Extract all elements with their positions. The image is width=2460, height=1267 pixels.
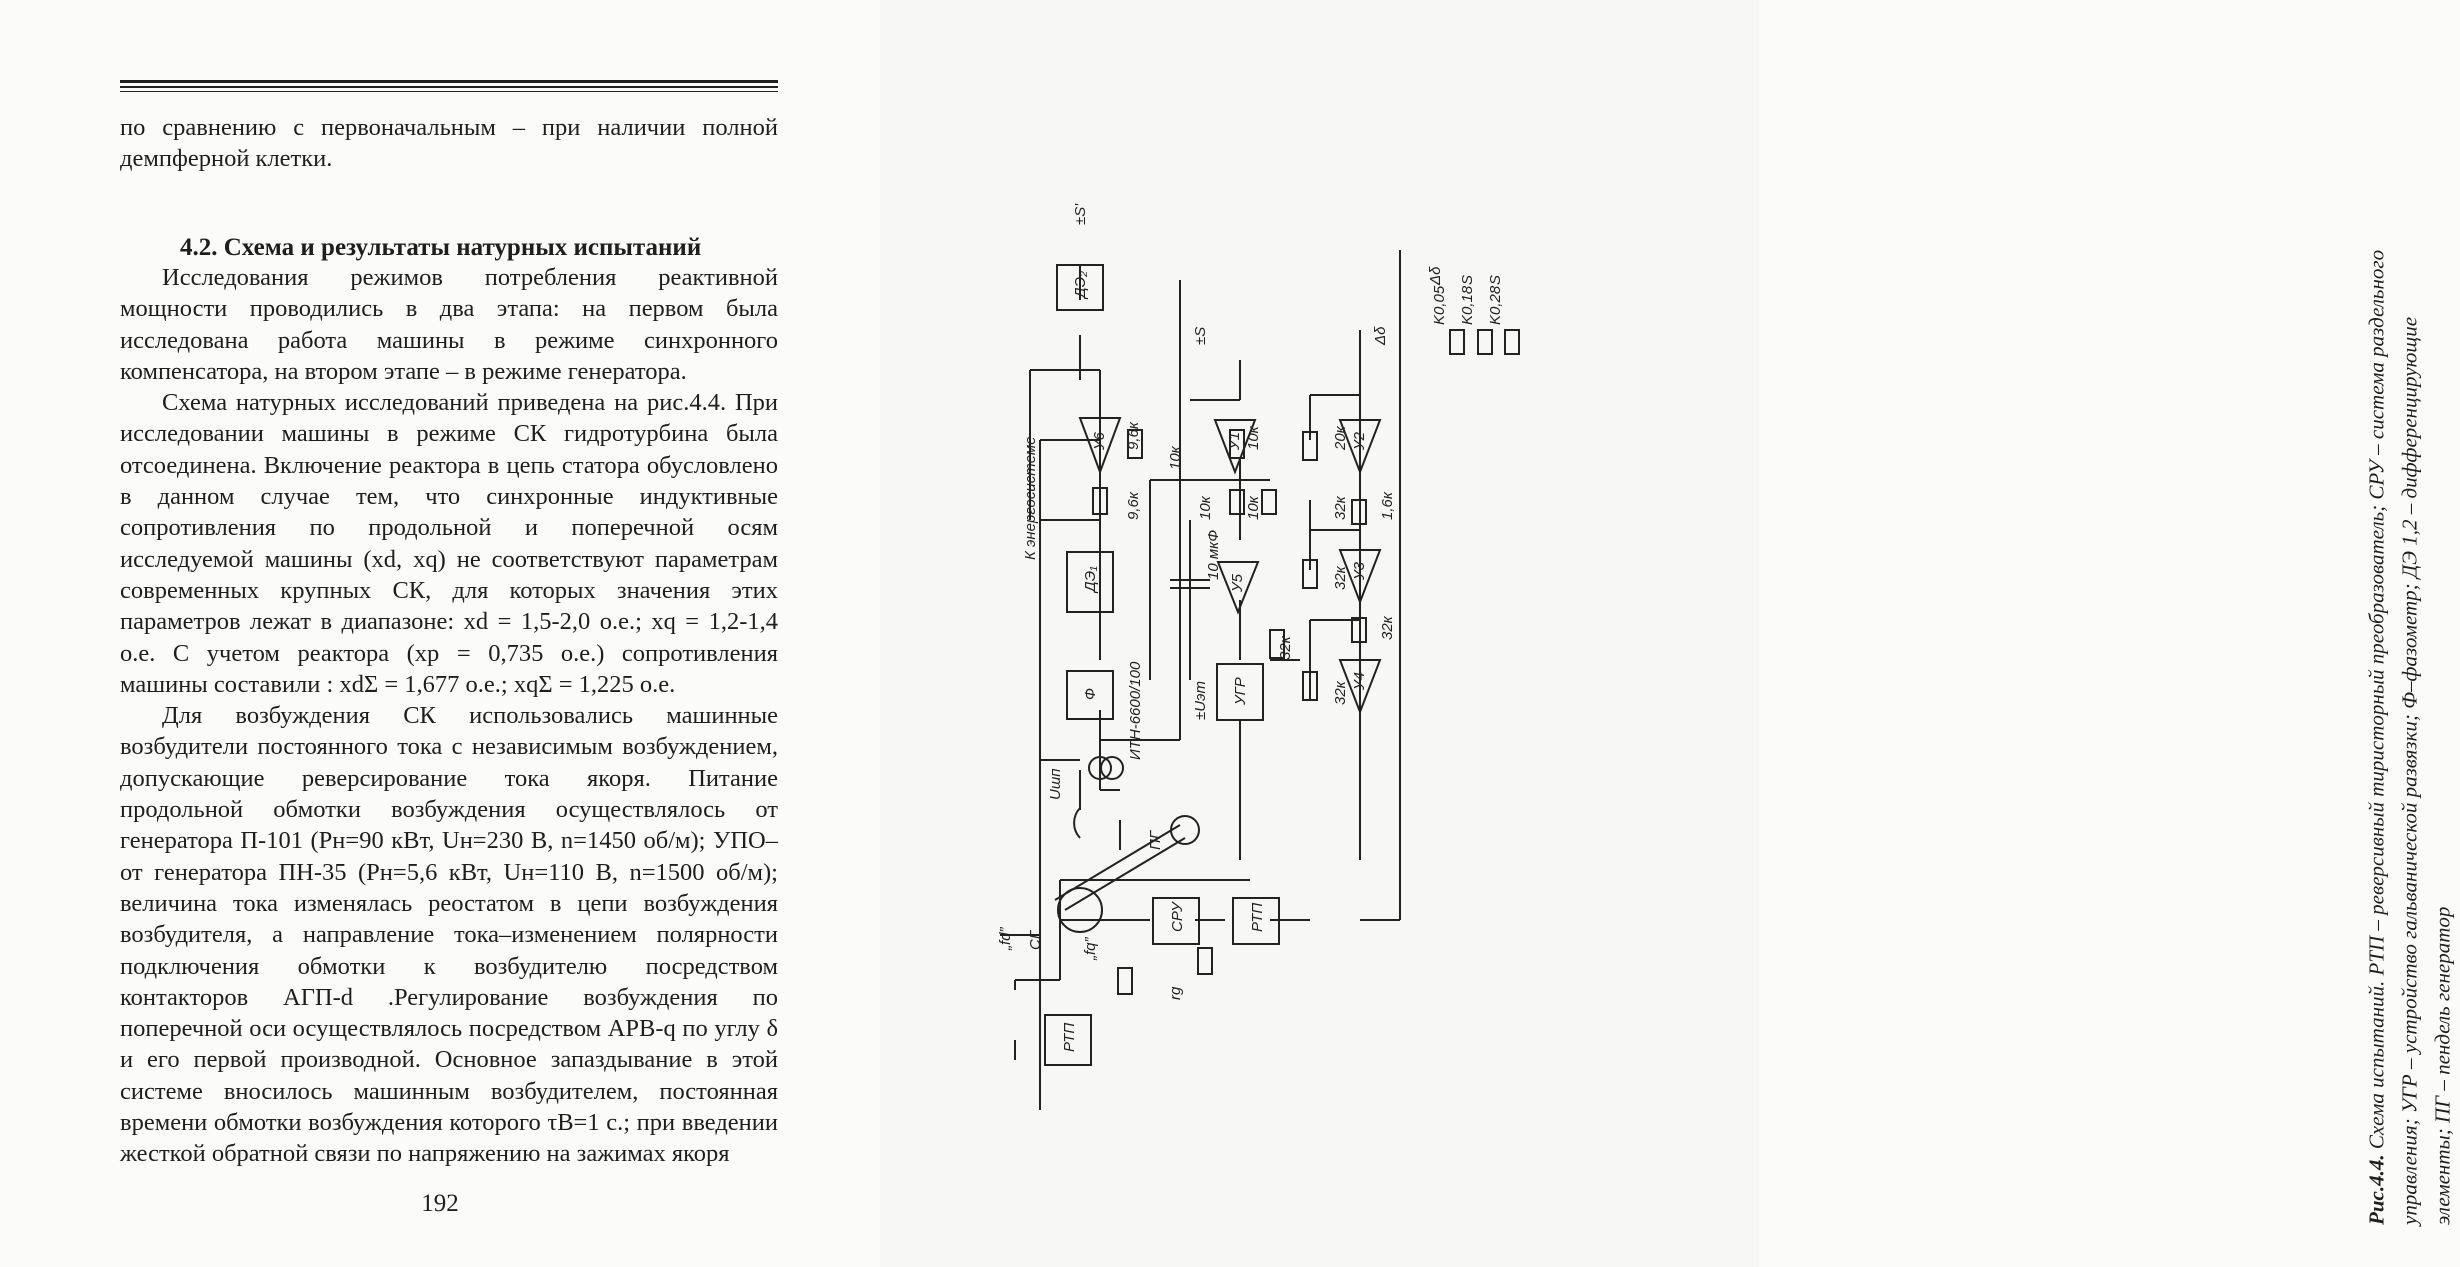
header-rule	[120, 91, 778, 92]
block-ugr: УГР	[1232, 677, 1249, 705]
header-rule	[120, 86, 778, 88]
paragraph: Схема натурных исследований приведена на рис.4.4. При исследовании машины в режиме СК гидротурбина была отсоединена. Включение реактора в цепь статора обусловлено в данном случае тем, что синхронные индуктивные сопротивления по продольной и поперечной осям исследуемой машины (xd, xq) не соответствуют параметрам современных крупных СК, для которых значения этих параметров лежат в диапазоне: xd = 1,5-2,0 о.е.; xq = 1,2-1,4 о.е. С учетом реактора (xр = 0,735 о.е.) сопротивления машины составили : xdΣ = 1,677 о.е.; xqΣ = 1,225 о.е.	[120, 389, 778, 698]
caption-label: Рис.4.4.	[2364, 1154, 2389, 1225]
label-generator: СГ	[1027, 931, 1044, 950]
label-out-s4: S	[1487, 274, 1504, 285]
label-pendulum: ПГ	[1147, 830, 1164, 850]
test-circuit-diagram	[880, 0, 1759, 1267]
amp-u4: У4	[1351, 672, 1368, 690]
block-phase: Ф	[1082, 688, 1099, 700]
amp-u1: У1	[1226, 432, 1243, 450]
label-r32e: 32к	[1277, 636, 1294, 660]
label-out-s2: ±S	[1192, 326, 1209, 345]
label-to-grid: К энергосистеме	[1022, 436, 1039, 560]
paragraph: Для возбуждения СК использовались машинные возбудители постоянного тока с независимым возбуждением, допускающие реверсирование тока якоря. Питание продольной обмотки возбуждения осуществлялось от генератора П-101 (Pн=90 кВт, Uн=230 В, n=1450 об/м); УПО–от генератора ПН-35 (Pн=5,6 кВт, Uн=110 В, n=1500 об/м); величина тока изменялась реостатом в цепи возбуждения возбудителя, а направление тока–изменением полярности подключения обмотки к возбудителю посредством контакторов АГП-d .Регулирование возбуждения по поперечной оси осуществлялось посредством АРВ-q по углу δ и его первой производной. Основное запаздывание в этой системе вносилось машинным возбудителем, постоянная времени обмотки возбуждения которого τB=1 с.; при введении жесткой обратной связи по напряжению на зажимах якоря	[120, 702, 778, 1168]
label-out-s1: ±S'	[1072, 203, 1089, 225]
page-number: 192	[421, 1190, 459, 1217]
label-r16: 1,6к	[1379, 492, 1396, 520]
amp-u3: У3	[1351, 562, 1368, 580]
caption-text: Схема испытаний. РТП – реверсивный тиристорный преобразователь; СРУ – система раздельного управления; УГР – устройство гальванической развязки; Ф–фазометр; ДЭ 1,2 – дифференцирующие элементы; ПГ – пендель генератор	[2364, 249, 2455, 1225]
label-u-et: ±Uэт	[1192, 681, 1209, 720]
figure-caption	[2361, 215, 2460, 1225]
label-fq: „fq”	[1082, 937, 1099, 960]
paragraph: Исследования режимов потребления реактивной мощности проводились в два этапа: на первом была исследована работа машины в режиме синхронного компенсатора, на втором этапе – в режиме генератора.	[120, 264, 778, 385]
label-out-dd: Δδ	[1427, 266, 1444, 285]
label-r32a: 32к	[1332, 496, 1349, 520]
section-heading: 4.2. Схема и результаты натурных испытаний	[180, 234, 702, 261]
label-out-d: Δδ	[1372, 326, 1389, 345]
block-rtp-bottom: РТП	[1061, 1022, 1078, 1052]
label-c10: 10 мкФ	[1205, 529, 1222, 580]
label-out-s3: S	[1459, 274, 1476, 285]
label-k005: K0,05	[1431, 285, 1448, 325]
block-de2: ДЭ₂	[1072, 271, 1089, 298]
label-r10b: 10к	[1197, 496, 1214, 520]
label-r32b: 32к	[1332, 566, 1349, 590]
label-transformer: ИТН-6600/100	[1127, 661, 1144, 760]
label-rg: rg	[1167, 986, 1184, 1000]
intro-paragraph: по сравнению с первоначальным – при наличии полной демпферной клетки.	[120, 114, 778, 173]
amp-u2: У2	[1351, 432, 1368, 450]
label-r32d: 32к	[1332, 681, 1349, 705]
left-page	[0, 0, 880, 1267]
body-text	[120, 262, 778, 1170]
amp-u6: У6	[1091, 432, 1108, 450]
header-rule	[120, 80, 778, 83]
label-k028: K0,28	[1487, 285, 1504, 325]
label-r20: 20к	[1332, 426, 1349, 450]
block-rtp-top: РТП	[1249, 902, 1266, 932]
label-r96a: 9,6к	[1125, 422, 1142, 450]
label-r32c: 32к	[1379, 616, 1396, 640]
block-sru: СРУ	[1169, 902, 1186, 932]
label-r10d: 10к	[1245, 496, 1262, 520]
label-k018: K0,18	[1459, 285, 1476, 325]
label-u-shp: Uшп	[1047, 768, 1064, 800]
right-page	[880, 0, 2455, 1267]
amp-u5: У5	[1229, 574, 1246, 592]
label-r10c: 10к	[1245, 426, 1262, 450]
block-de1: ДЭ₁	[1082, 566, 1099, 592]
label-fd: „fd”	[997, 927, 1014, 950]
label-r96b: 9,6к	[1125, 492, 1142, 520]
label-r10a: 10к	[1167, 446, 1184, 470]
